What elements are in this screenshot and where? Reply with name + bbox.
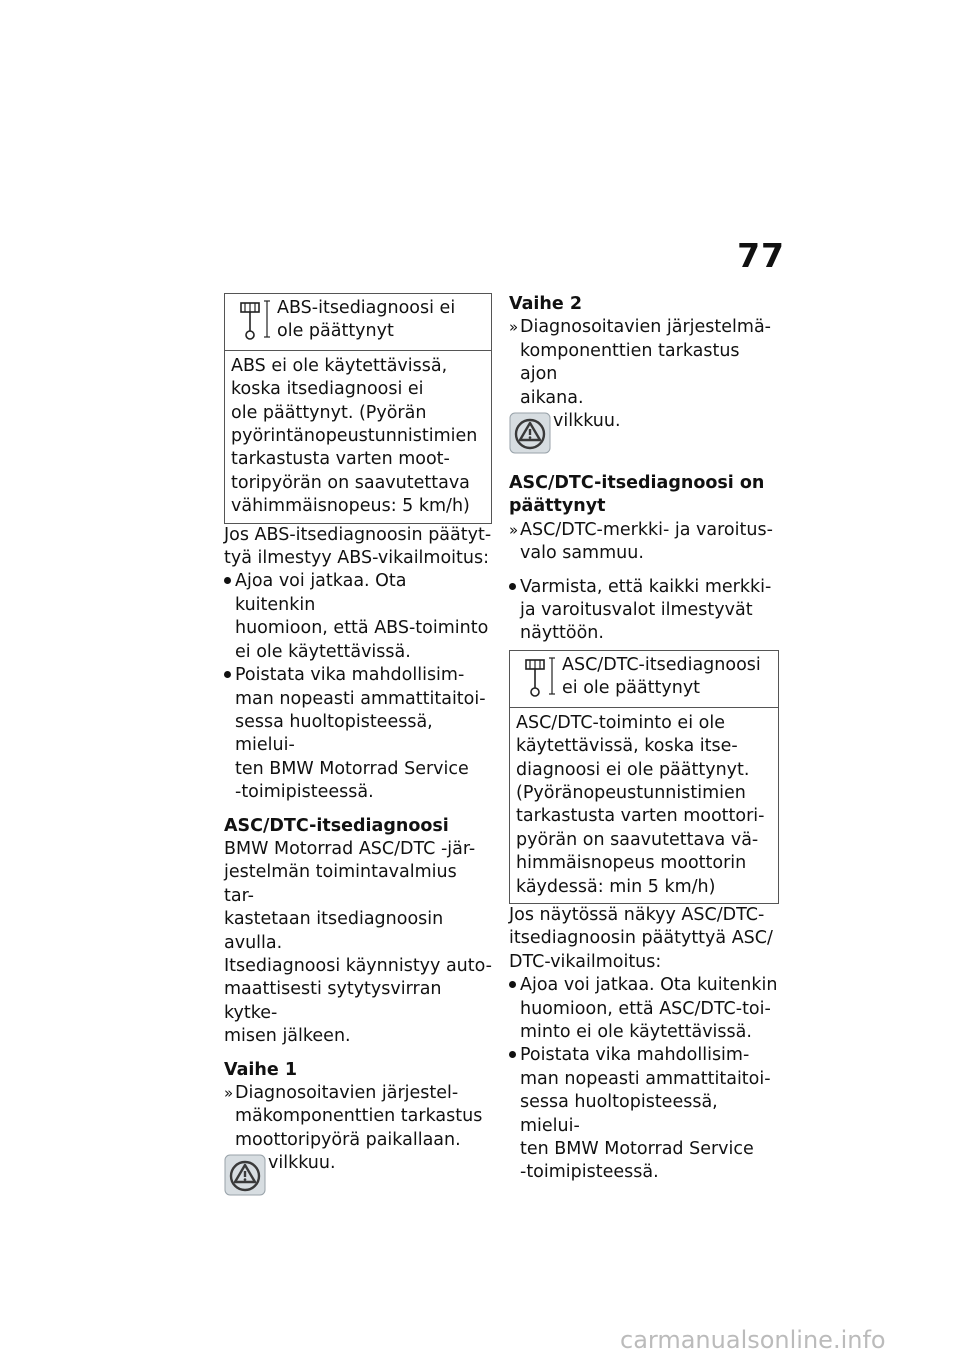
bullet-line: ten BMW Motorrad Service	[235, 758, 469, 779]
info-box-header	[510, 651, 778, 708]
bullet-item	[509, 576, 779, 646]
left-column	[224, 293, 492, 1196]
step-line: Diagnosoitavien järjestelmä-	[520, 317, 771, 338]
bullet-item	[224, 664, 492, 804]
service-wrench-indicator-icon	[233, 297, 273, 343]
bullet-line: Poistata vika mahdollisim-	[520, 1045, 750, 1066]
bullet-item	[509, 974, 779, 1044]
info-box-line: diagnoosi ei ole päättynyt.	[516, 759, 750, 780]
info-box-line: ole päättynyt. (Pyörän	[231, 402, 427, 423]
info-box-line: ABS ei ole käytettävissä,	[231, 355, 448, 376]
body-line: jestelmän toimintavalmius tar-	[224, 862, 457, 906]
info-box-line: tarkastusta varten moot-	[231, 449, 450, 470]
body-line: Jos näytössä näkyy ASC/DTC-	[509, 904, 765, 925]
general-warning-triangle-icon	[509, 412, 551, 454]
step-line: valo sammuu.	[520, 543, 644, 564]
info-box-body	[225, 351, 491, 523]
bullet-line: ten BMW Motorrad Service	[520, 1139, 754, 1159]
step-line: aikana.	[520, 387, 584, 408]
info-box-line: käytettävissä, koska itse-	[516, 736, 738, 757]
bullet-line: Poistata vika mahdollisim-	[235, 665, 465, 686]
bullet-line: minto ei ole käytettävissä.	[520, 1021, 752, 1042]
body-line: tyä ilmestyy ABS-vikailmoitus:	[224, 548, 489, 569]
bullet-item	[509, 1044, 779, 1184]
body-line: itsediagnoosin päätyttyä ASC/	[509, 928, 773, 949]
section-heading: ASC/DTC-itsediagnoosi	[224, 815, 449, 836]
abs-selfdiagnosis-info-box	[224, 293, 492, 524]
step-heading: Vaihe 2	[509, 294, 582, 314]
bullet-line: sessa huoltopisteessä, mielui-	[520, 1092, 718, 1136]
info-box-line: (Pyöränopeustunnistimien	[516, 782, 746, 803]
info-box-line: pyörän on saavutettava vä-	[516, 829, 759, 850]
warning-light-status: vilkkuu.	[553, 411, 621, 432]
bullet-dot	[509, 576, 520, 646]
service-wrench-indicator-icon	[518, 654, 558, 700]
info-box-line: pyörintänopeustunnistimien	[231, 426, 478, 447]
bullet-line: huomioon, että ABS-toiminto	[235, 618, 489, 639]
info-box-line: ASC/DTC-toiminto ei ole	[516, 712, 725, 733]
section-heading: päättynyt	[509, 496, 606, 517]
bullet-dot	[509, 1044, 520, 1184]
step-marker: »	[509, 318, 519, 337]
step-marker: »	[509, 520, 519, 539]
bullet-line: man nopeasti ammattitaitoi-	[235, 688, 486, 709]
step-line: ASC/DTC-merkki- ja varoitus-	[520, 519, 773, 540]
body-line: BMW Motorrad ASC/DTC -jär-	[224, 838, 476, 859]
bullet-line: Varmista, että kaikki merkki-	[520, 576, 772, 597]
warning-light-row	[224, 1152, 492, 1196]
bullet-dot	[224, 570, 235, 664]
bullet-dot	[509, 974, 520, 1044]
body-line: kastetaan itsediagnoosin avulla.	[224, 909, 444, 953]
step-heading: Vaihe 1	[224, 1059, 297, 1080]
bullet-line: sessa huoltopisteessä, mielui-	[235, 711, 433, 756]
step-line: mäkomponenttien tarkastus	[235, 1106, 483, 1127]
info-box-line: himmäisnopeus moottorin	[516, 853, 747, 874]
info-box-header	[225, 294, 491, 351]
info-box-line: toripyörän on saavutettava	[231, 472, 470, 493]
bullet-line: ei ole käytettävissä.	[235, 641, 411, 662]
step-item	[509, 519, 779, 566]
bullet-line: -toimipisteessä.	[235, 782, 374, 803]
info-box-title: ASC/DTC-itsediagnoosi ei ole päättynyt	[562, 654, 761, 699]
info-box-line: koska itsediagnoosi ei	[231, 379, 424, 400]
step-line: Diagnosoitavien järjestel-	[235, 1083, 459, 1103]
bullet-dot	[224, 664, 235, 804]
bullet-line: näyttöön.	[520, 623, 604, 644]
warning-light-status: vilkkuu.	[268, 1153, 336, 1174]
bullet-item	[224, 570, 492, 664]
bullet-line: -toimipisteessä.	[520, 1162, 659, 1183]
step-line: moottoripyörä paikallaan.	[235, 1129, 461, 1150]
page-number: 77	[737, 236, 785, 275]
bullet-line: Ajoa voi jatkaa. Ota kuitenkin	[235, 571, 407, 615]
body-line: Jos ABS-itsediagnoosin päätyt-	[224, 524, 492, 545]
bullet-line: man nopeasti ammattitaitoi-	[520, 1068, 771, 1089]
step-item	[509, 316, 779, 410]
body-line: maattisesti sytytysvirran kytke-	[224, 979, 442, 1023]
asc-dtc-selfdiagnosis-info-box	[509, 650, 779, 904]
bullet-line: huomioon, että ASC/DTC-toi-	[520, 998, 771, 1019]
section-heading: ASC/DTC-itsediagnoosi on	[509, 473, 765, 494]
right-column	[509, 293, 779, 1185]
bullet-line: ja varoitusvalot ilmestyvät	[520, 600, 753, 621]
bullet-line: Ajoa voi jatkaa. Ota kuitenkin	[520, 975, 778, 996]
body-line: misen jälkeen.	[224, 1026, 351, 1047]
info-box-line: vähimmäisnopeus: 5 km/h)	[231, 496, 470, 517]
watermark: carmanualsonline.info	[620, 1326, 886, 1354]
info-box-line: käydessä: min 5 km/h)	[516, 876, 716, 897]
general-warning-triangle-icon	[224, 1154, 266, 1196]
body-line: DTC-vikailmoitus:	[509, 951, 662, 972]
step-line: komponenttien tarkastus ajon	[520, 340, 740, 385]
info-box-line: tarkastusta varten moottori-	[516, 806, 765, 827]
body-line: Itsediagnoosi käynnistyy auto-	[224, 955, 492, 976]
warning-light-row	[509, 410, 779, 454]
step-item	[224, 1082, 492, 1152]
step-marker: »	[224, 1084, 234, 1102]
info-box-body	[510, 708, 778, 903]
info-box-title: ABS-itsediagnoosi ei ole päättynyt	[277, 298, 456, 342]
